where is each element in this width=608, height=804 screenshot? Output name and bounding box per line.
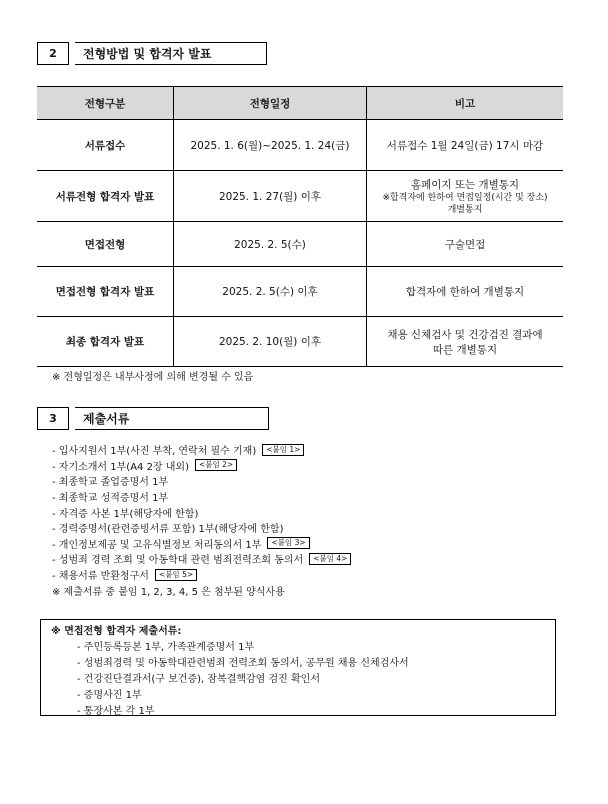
list-item [52, 520, 351, 536]
schedule-cell: 2025. 1. 27(월) 이후 [174, 171, 367, 222]
schedule-cell: 2025. 2. 5(수) 이후 [174, 267, 367, 317]
list-item [52, 489, 351, 505]
document-text: - 개인정보제공 및 고유식별정보 처리동의서 1부 [52, 539, 262, 551]
note-small: ※합격자에 한하여 면접일정(시간 및 장소) [382, 192, 548, 203]
note-tail: 개별통지 [447, 204, 483, 215]
document-list [52, 442, 351, 598]
attachment-label: <붙임 1> [262, 444, 304, 456]
category-cell: 면접전형 [37, 222, 174, 267]
list-item: - 건강진단결과서(구 보건증), 잠복결핵감염 검진 확인서 [77, 674, 321, 685]
column-header: 전형일정 [174, 87, 367, 120]
list-item: - 증명사진 1부 [77, 690, 142, 701]
note-main: 채용 신체검사 및 건강검진 결과에 [387, 328, 543, 341]
document-text: - 최종학교 성적증명서 1부 [52, 493, 169, 505]
note-tail: 따른 개별통지 [432, 343, 498, 356]
list-item: - 성범죄경력 및 아동학대관련범죄 전력조회 동의서, 공무원 채용 신체검사서 [77, 658, 409, 669]
table-row [37, 317, 563, 367]
document-text: - 최종학교 졸업증명서 1부 [52, 477, 169, 489]
note-cell [367, 171, 564, 222]
column-header: 전형구분 [37, 87, 174, 120]
list-item [52, 458, 351, 474]
section-number: 3 [37, 407, 69, 430]
attachment-label: <붙임 2> [195, 459, 237, 471]
note-cell [367, 317, 564, 367]
list-item [52, 536, 351, 552]
list-item [52, 504, 351, 520]
note-cell: 합격자에 한하여 개별통지 [367, 267, 564, 317]
section-number: 2 [37, 42, 69, 65]
category-cell: 최종 합격자 발표 [37, 317, 174, 367]
box-title: ※ 면접전형 합격자 제출서류: [51, 626, 182, 637]
schedule-cell: 2025. 2. 5(수) [174, 222, 367, 267]
section-2-header [37, 42, 267, 65]
table-row [37, 222, 563, 267]
document-text: - 경력증명서(관련증빙서류 포함) 1부(해당자에 한함) [52, 524, 284, 536]
schedule-table [37, 86, 563, 367]
note-main: 홈페이지 또는 개별통지 [410, 178, 520, 191]
attachment-label: <붙임 3> [267, 537, 309, 549]
document-text: - 입사지원서 1부(사진 부착, 연락처 필수 기재) [52, 446, 257, 458]
schedule-cell: 2025. 1. 6(월)~2025. 1. 24(금) [174, 120, 367, 171]
category-cell: 서류전형 합격자 발표 [37, 171, 174, 222]
document-text: - 자격증 사본 1부(해당자에 한함) [52, 508, 199, 520]
table-row [37, 267, 563, 317]
section-title: 전형방법 및 합격자 발표 [75, 42, 267, 65]
table-header-row [37, 87, 563, 120]
list-item [52, 551, 351, 567]
note-cell: 구술면접 [367, 222, 564, 267]
attachment-label: <붙임 4> [309, 553, 351, 565]
column-header: 비고 [367, 87, 564, 120]
list-item: - 주민등록등본 1부, 가족관계증명서 1부 [77, 642, 255, 653]
document-text: - 채용서류 반환청구서 [52, 571, 149, 583]
document-text: - 성범죄 경력 조회 및 아동학대 관련 범죄전력조회 동의서 [52, 555, 304, 567]
table-row [37, 120, 563, 171]
attachment-label: <붙임 5> [155, 569, 197, 581]
section-3-header [37, 407, 269, 430]
list-item: - 통장사본 각 1부 [77, 706, 155, 717]
list-item [52, 442, 351, 458]
document-text: - 자기소개서 1부(A4 2장 내외) [52, 461, 189, 473]
list-item [52, 473, 351, 489]
schedule-cell: 2025. 2. 10(월) 이후 [174, 317, 367, 367]
category-cell: 면접전형 합격자 발표 [37, 267, 174, 317]
section-title: 제출서류 [75, 407, 269, 430]
interview-documents-box [40, 619, 556, 716]
table-row [37, 171, 563, 222]
list-item [52, 567, 351, 583]
schedule-remark: ※ 전형일정은 내부사정에 의해 변경될 수 있음 [52, 372, 254, 383]
attachment-note: ※ 제출서류 중 붙임 1, 2, 3, 4, 5 은 첨부된 양식사용 [52, 586, 285, 598]
category-cell: 서류접수 [37, 120, 174, 171]
note-cell: 서류접수 1월 24일(금) 17시 마감 [367, 120, 564, 171]
